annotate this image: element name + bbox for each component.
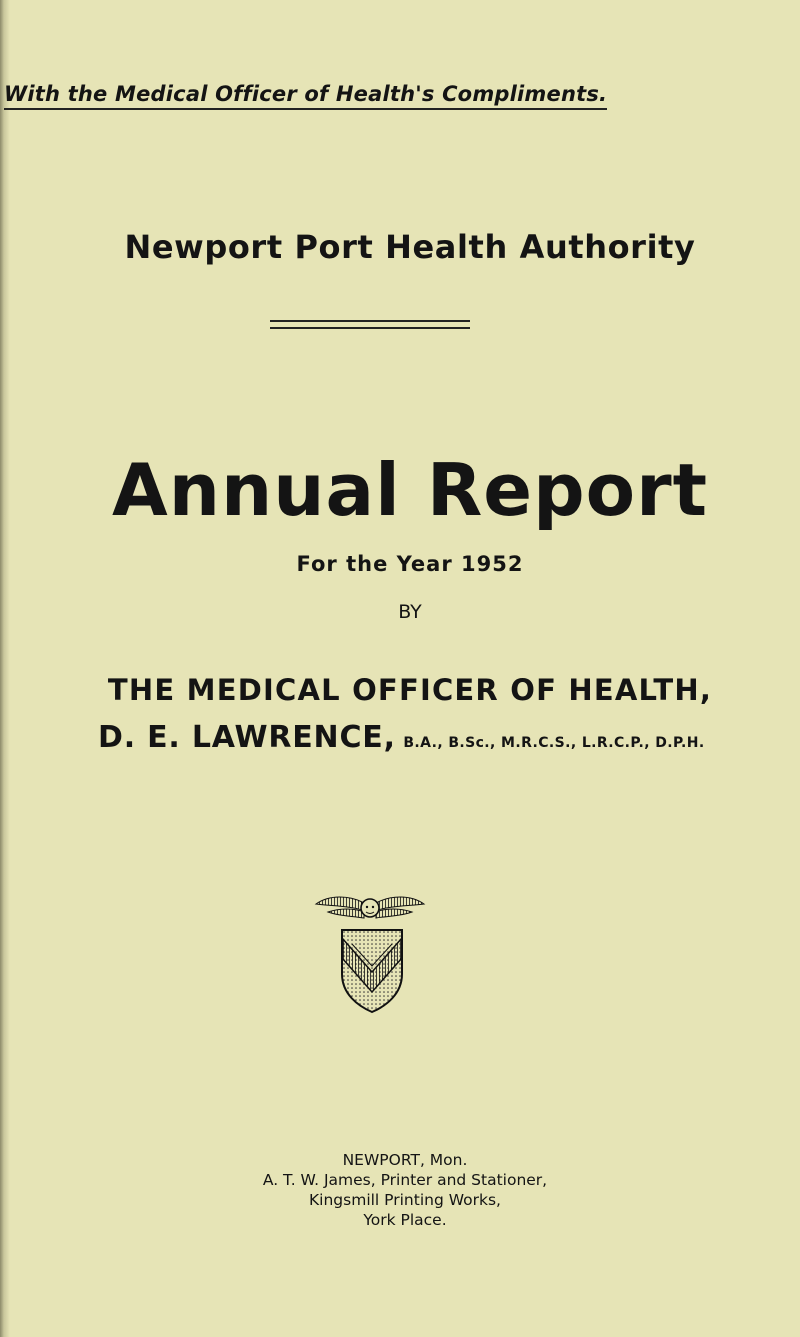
report-year: For the Year 1952 [296, 552, 524, 576]
coat-of-arms-crest-icon [310, 890, 430, 1016]
imprint-place: NEWPORT, Mon. [342, 1151, 468, 1169]
officer-qualifications: B.A., B.Sc., M.R.C.S., L.R.C.P., D.P.H. [403, 735, 705, 751]
page-binding-edge [0, 0, 10, 1337]
report-title: Annual Report [111, 448, 709, 532]
imprint-printer: A. T. W. James, Printer and Stationer, [262, 1171, 548, 1189]
by-label: BY [398, 601, 422, 623]
compliments-line: With the Medical Officer of Health's Compliments. [4, 82, 607, 110]
officer-name-line [98, 720, 705, 755]
officer-title: THE MEDICAL OFFICER OF HEALTH, [107, 673, 713, 707]
officer-name: D. E. LAWRENCE, [98, 720, 396, 755]
authority-heading: Newport Port Health Authority [124, 228, 696, 266]
imprint-address: York Place. [363, 1211, 447, 1229]
printer-imprint [0, 1150, 800, 1230]
imprint-works: Kingsmill Printing Works, [309, 1191, 501, 1209]
double-rule-divider [270, 320, 470, 329]
